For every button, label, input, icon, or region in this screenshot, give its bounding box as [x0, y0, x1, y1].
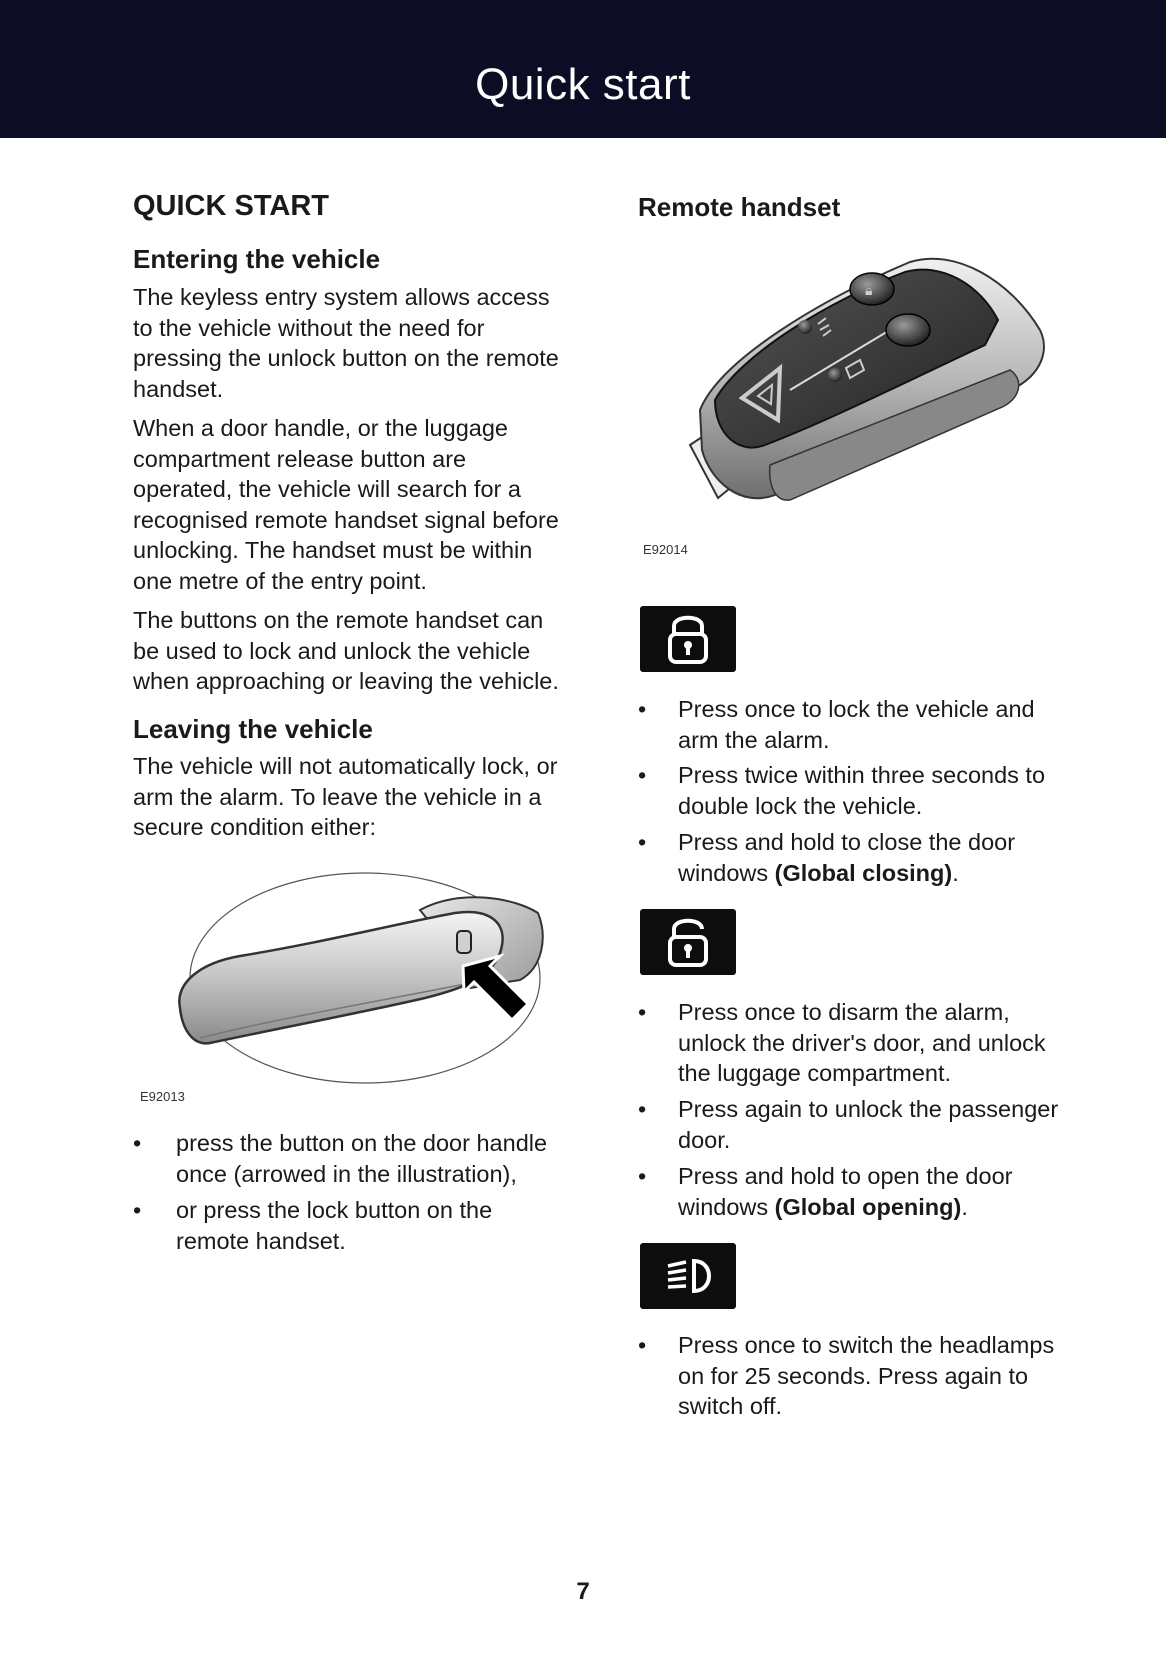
entering-paragraph-3: The buttons on the remote handset can be used to lock and unlock the vehicle when approaching or leaving the vehicle. [133, 607, 559, 694]
list-item: • Press and hold to close the door windows (Global closing). [638, 829, 1016, 886]
remote-handset-heading: Remote handset [638, 192, 841, 222]
list-item: • press the button on the door handle once (arrowed in the illustration), [133, 1130, 548, 1187]
leaving-paragraph: The vehicle will not automatically lock, or arm the alarm. To leave the vehicle in a secure condition either: [133, 753, 558, 840]
list-item: • Press twice within three seconds to double lock the vehicle. [638, 762, 1046, 819]
page-title: Quick start [475, 60, 691, 109]
door-handle-illustration [170, 868, 550, 1088]
list-item: • Press again to unlock the passenger door. [638, 1096, 1059, 1153]
list-item: • Press once to switch the headlamps on for 25 seconds. Press again to switch off. [638, 1332, 1055, 1419]
header-banner [0, 0, 1166, 138]
unlock-icon [640, 909, 736, 975]
leaving-heading: Leaving the vehicle [133, 714, 373, 744]
list-item: • or press the lock button on the remote handset. [133, 1197, 493, 1254]
entering-heading: Entering the vehicle [133, 244, 381, 274]
list-item: • Press and hold to open the door windows (Global opening). [638, 1163, 1013, 1220]
figure-caption-door: E92013 [140, 1089, 185, 1104]
figure-caption-remote: E92014 [643, 542, 688, 557]
headlamp-icon [640, 1243, 736, 1309]
list-item: • Press once to disarm the alarm, unlock the driver's door, and unlock the luggage compartment. [638, 999, 1046, 1086]
page-number: 7 [576, 1578, 590, 1605]
svg-text:🔒︎: 🔒︎ [865, 283, 873, 299]
remote-handset-illustration [680, 250, 1050, 540]
lock-icon [640, 606, 736, 672]
entering-paragraph-1: The keyless entry system allows access to the vehicle without the need for pressing the unlock button on the remote handset. [133, 284, 559, 402]
list-item: • Press once to lock the vehicle and arm the alarm. [638, 696, 1035, 753]
entering-paragraph-2: When a door handle, or the luggage compartment release button are operated, the vehicle will search for a recognised remote handset signal before unlocking. The handset must be within one metre of the entry point. [133, 415, 559, 594]
section-title: QUICK START [133, 190, 330, 222]
